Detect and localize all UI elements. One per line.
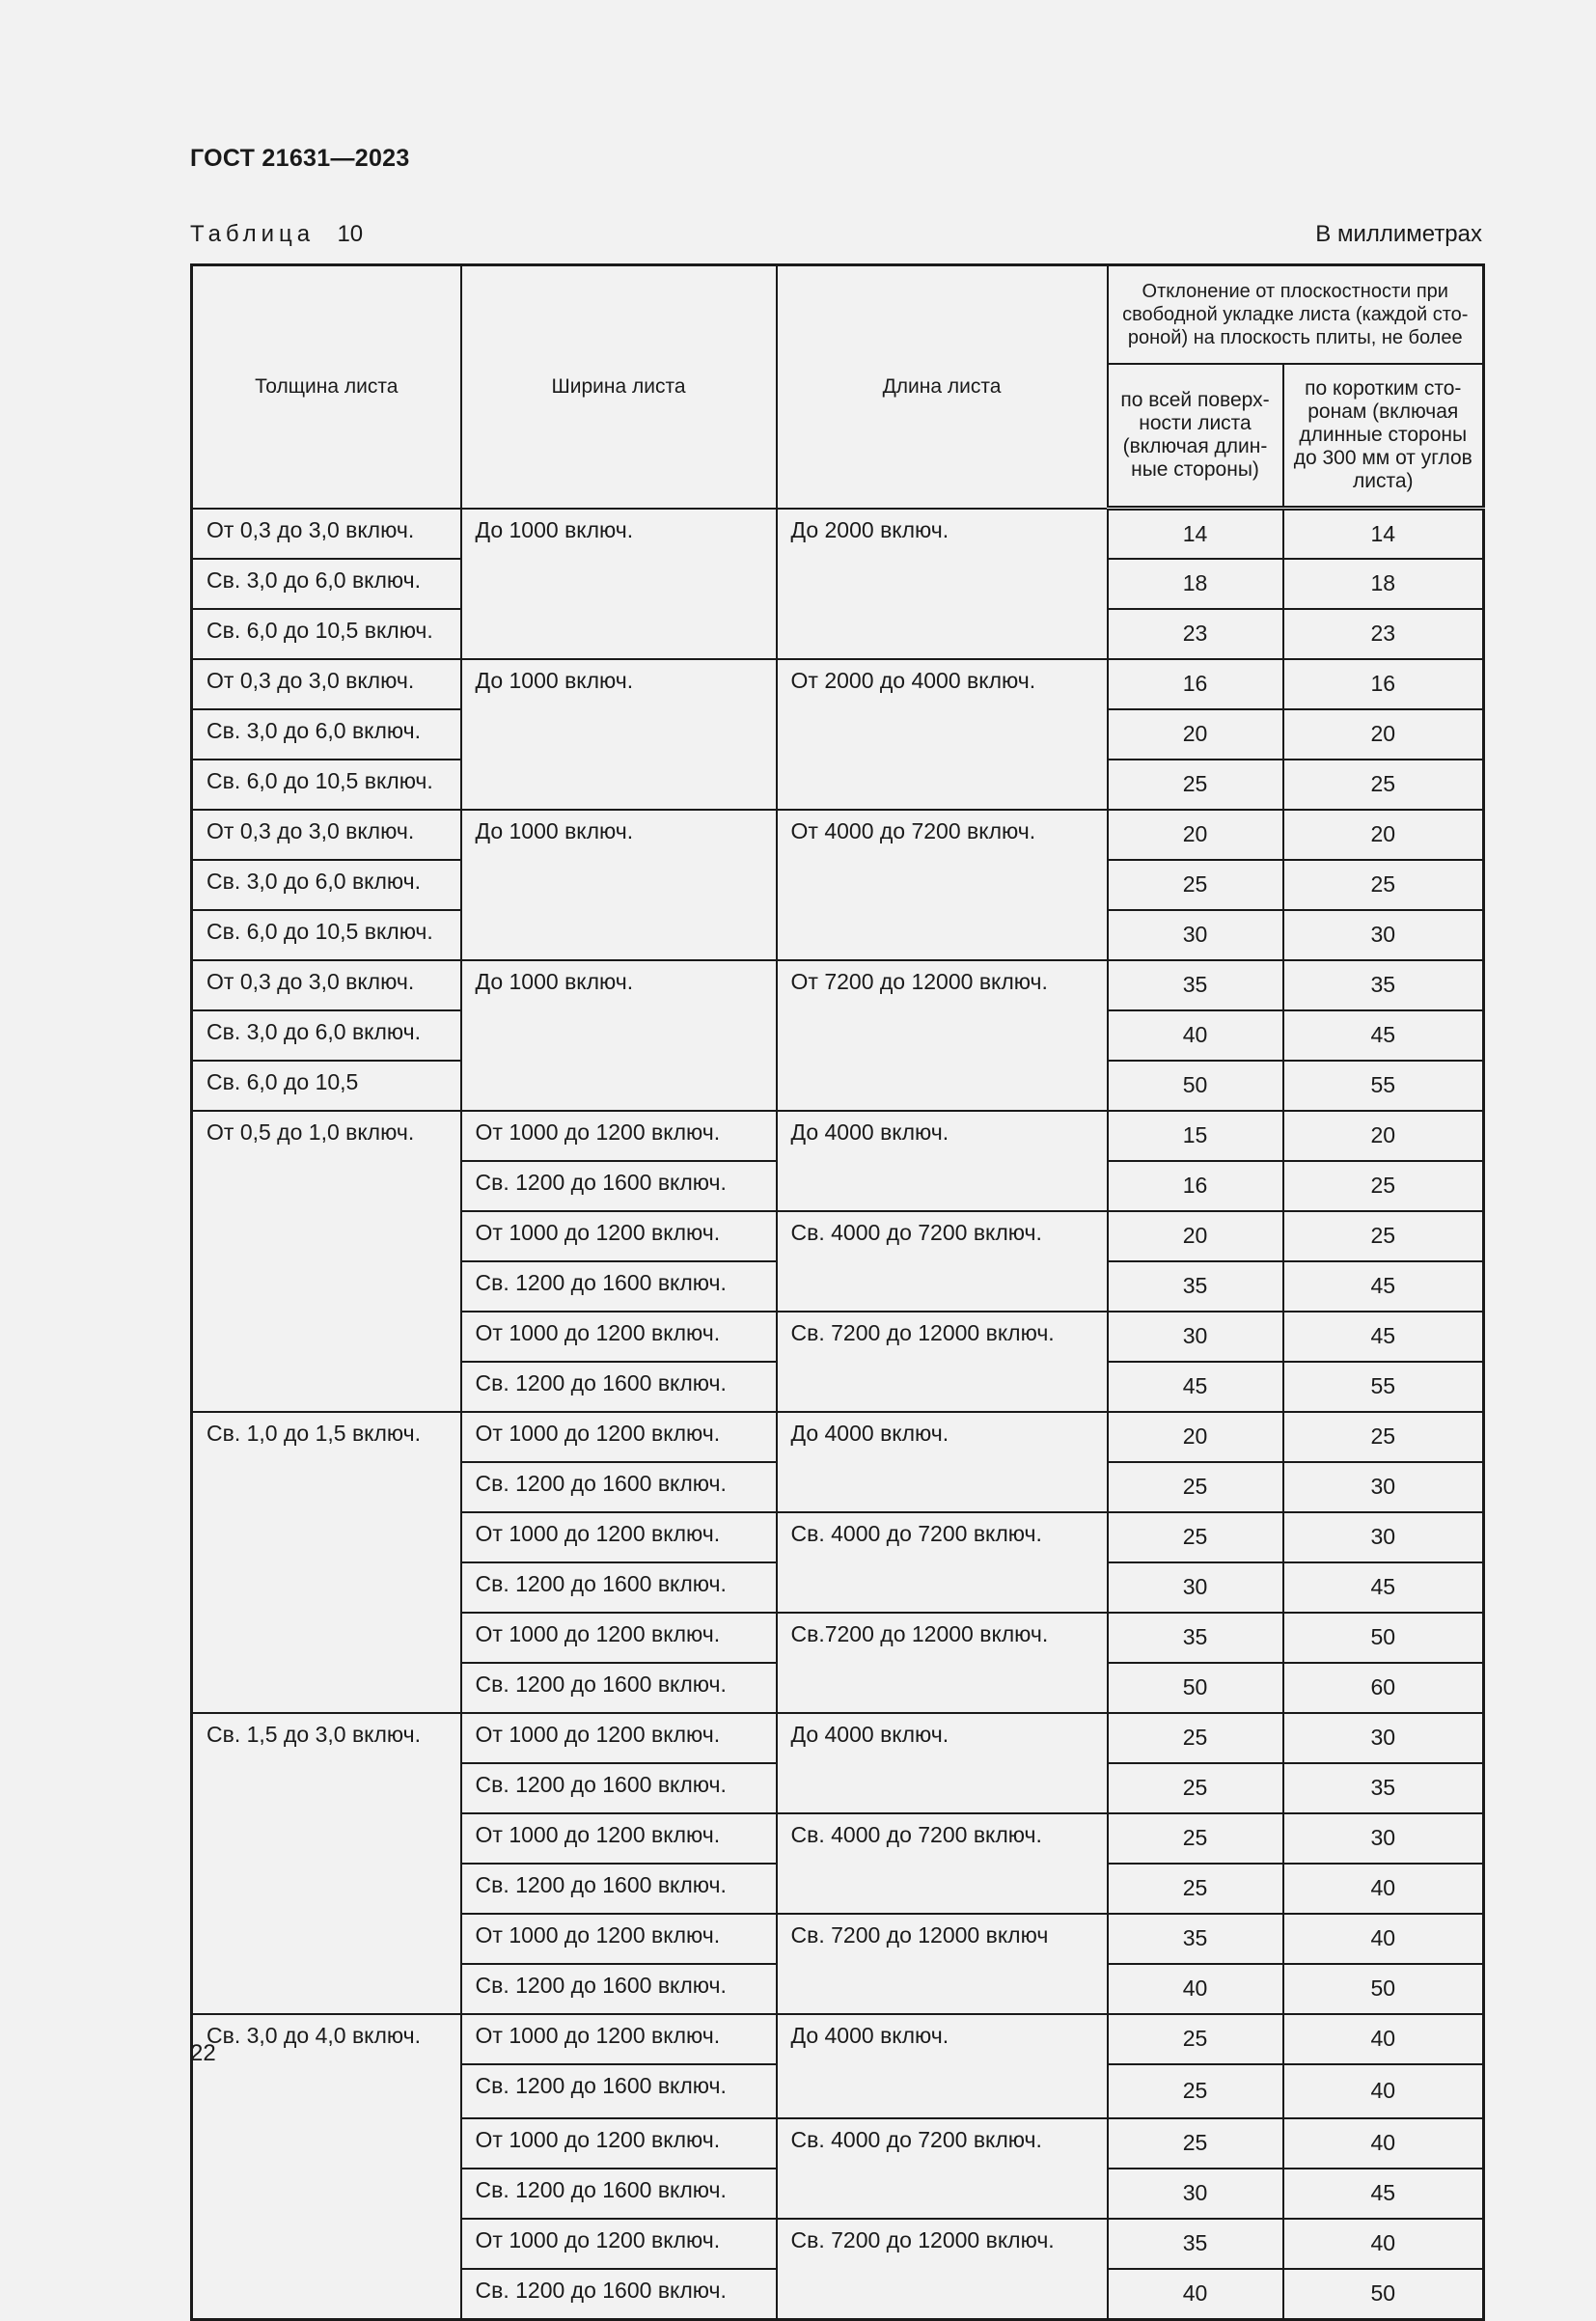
surface-value: 45 [1108,1362,1283,1412]
header-length: Длина листа [777,265,1108,509]
width-cell: От 1000 до 1200 включ. [461,1613,777,1663]
surface-value: 35 [1108,960,1283,1010]
surface-value: 25 [1108,2014,1283,2064]
surface-value: 30 [1108,1562,1283,1613]
short-side-value: 45 [1283,1312,1484,1362]
surface-value: 35 [1108,1914,1283,1964]
table-caption [190,221,363,248]
table-row [192,810,1484,860]
width-cell: Св. 1200 до 1600 включ. [461,2169,777,2219]
short-side-value: 40 [1283,2118,1484,2169]
surface-value: 50 [1108,1061,1283,1111]
width-cell: Св. 1200 до 1600 включ. [461,2269,777,2320]
short-side-value: 45 [1283,1010,1484,1061]
width-cell: От 1000 до 1200 включ. [461,1813,777,1864]
surface-value: 15 [1108,1111,1283,1161]
short-side-value: 40 [1283,2064,1484,2118]
table-number: 10 [337,221,364,247]
thickness-cell: Св. 6,0 до 10,5 [192,1061,461,1111]
surface-value: 50 [1108,1663,1283,1713]
short-side-value: 16 [1283,659,1484,709]
short-side-value: 55 [1283,1362,1484,1412]
surface-value: 25 [1108,1763,1283,1813]
thickness-cell: Св. 1,5 до 3,0 включ. [192,1713,461,2014]
surface-value: 25 [1108,1864,1283,1914]
short-side-value: 25 [1283,1211,1484,1261]
thickness-cell: От 0,3 до 3,0 включ. [192,509,461,559]
length-cell: От 2000 до 4000 включ. [777,659,1108,810]
table-row [192,1412,1484,1462]
surface-value: 20 [1108,709,1283,760]
short-side-value: 40 [1283,2014,1484,2064]
surface-value: 18 [1108,559,1283,609]
short-side-value: 55 [1283,1061,1484,1111]
surface-value: 23 [1108,609,1283,659]
width-cell: От 1000 до 1200 включ. [461,1312,777,1362]
short-side-value: 50 [1283,1613,1484,1663]
short-side-value: 60 [1283,1663,1484,1713]
length-cell: До 4000 включ. [777,1412,1108,1512]
short-side-value: 25 [1283,760,1484,810]
surface-value: 40 [1108,1010,1283,1061]
length-cell: От 7200 до 12000 включ. [777,960,1108,1111]
width-cell: Св. 1200 до 1600 включ. [461,1261,777,1312]
header-short-sides: по коротким сто-ронам (включая длинные стороны до 300 мм от углов листа) [1283,364,1484,509]
surface-value: 14 [1108,509,1283,559]
surface-value: 40 [1108,1964,1283,2014]
thickness-cell: Св. 3,0 до 6,0 включ. [192,709,461,760]
length-cell: До 4000 включ. [777,1713,1108,1813]
table-caption-label: Таблица [190,221,316,247]
thickness-cell: От 0,3 до 3,0 включ. [192,810,461,860]
width-cell: Св. 1200 до 1600 включ. [461,1161,777,1211]
surface-value: 25 [1108,2118,1283,2169]
thickness-cell: Св. 3,0 до 4,0 включ. [192,2014,461,2320]
short-side-value: 23 [1283,609,1484,659]
surface-value: 20 [1108,810,1283,860]
length-cell: От 4000 до 7200 включ. [777,810,1108,960]
width-cell: От 1000 до 1200 включ. [461,1111,777,1161]
length-cell: Св. 4000 до 7200 включ. [777,1211,1108,1312]
thickness-cell: Св. 6,0 до 10,5 включ. [192,760,461,810]
surface-value: 25 [1108,1713,1283,1763]
short-side-value: 18 [1283,559,1484,609]
width-cell: Св. 1200 до 1600 включ. [461,1462,777,1512]
table-row [192,1713,1484,1763]
thickness-cell: Св. 6,0 до 10,5 включ. [192,609,461,659]
short-side-value: 30 [1283,1462,1484,1512]
thickness-cell: Св. 1,0 до 1,5 включ. [192,1412,461,1713]
units-note: В миллиметрах [1315,221,1482,247]
short-side-value: 35 [1283,960,1484,1010]
short-side-value: 45 [1283,1562,1484,1613]
surface-value: 25 [1108,1462,1283,1512]
surface-value: 35 [1108,1613,1283,1663]
tolerance-table [190,263,1485,2321]
short-side-value: 25 [1283,1161,1484,1211]
length-cell: Св. 7200 до 12000 включ. [777,1312,1108,1412]
table-row [192,659,1484,709]
surface-value: 25 [1108,1512,1283,1562]
short-side-value: 40 [1283,1914,1484,1964]
width-cell: От 1000 до 1200 включ. [461,1914,777,1964]
width-cell: От 1000 до 1200 включ. [461,2219,777,2269]
width-cell: От 1000 до 1200 включ. [461,1211,777,1261]
width-cell: Св. 1200 до 1600 включ. [461,1864,777,1914]
length-cell: Св. 4000 до 7200 включ. [777,2118,1108,2219]
header-deviation: Отклонение от плоскостности при свободной укладке листа (каждой сто-роной) на плоскость плиты, не более [1108,265,1484,365]
thickness-cell: От 0,3 до 3,0 включ. [192,659,461,709]
width-cell: До 1000 включ. [461,659,777,810]
surface-value: 16 [1108,1161,1283,1211]
surface-value: 30 [1108,1312,1283,1362]
surface-value: 40 [1108,2269,1283,2320]
width-cell: Св. 1200 до 1600 включ. [461,1663,777,1713]
width-cell: От 1000 до 1200 включ. [461,1512,777,1562]
header-thickness: Толщина листа [192,265,461,509]
width-cell: Св. 1200 до 1600 включ. [461,1964,777,2014]
width-cell: Св. 1200 до 1600 включ. [461,2064,777,2118]
thickness-cell: Св. 3,0 до 6,0 включ. [192,559,461,609]
width-cell: Св. 1200 до 1600 включ. [461,1562,777,1613]
thickness-cell: От 0,3 до 3,0 включ. [192,960,461,1010]
width-cell: До 1000 включ. [461,810,777,960]
table-row [192,1111,1484,1161]
short-side-value: 50 [1283,2269,1484,2320]
surface-value: 20 [1108,1412,1283,1462]
thickness-cell: Св. 6,0 до 10,5 включ. [192,910,461,960]
header-whole-surface: по всей поверх-ности листа (включая длин-ные стороны) [1108,364,1283,509]
width-cell: От 1000 до 1200 включ. [461,2118,777,2169]
short-side-value: 14 [1283,509,1484,559]
surface-value: 25 [1108,760,1283,810]
table-row [192,509,1484,559]
short-side-value: 30 [1283,1713,1484,1763]
short-side-value: 25 [1283,860,1484,910]
short-side-value: 20 [1283,709,1484,760]
thickness-cell: Св. 3,0 до 6,0 включ. [192,860,461,910]
surface-value: 25 [1108,1813,1283,1864]
short-side-value: 20 [1283,810,1484,860]
short-side-value: 50 [1283,1964,1484,2014]
length-cell: До 4000 включ. [777,2014,1108,2118]
width-cell: До 1000 включ. [461,509,777,659]
surface-value: 30 [1108,910,1283,960]
header-width: Ширина листа [461,265,777,509]
length-cell: До 2000 включ. [777,509,1108,659]
short-side-value: 40 [1283,1864,1484,1914]
short-side-value: 45 [1283,2169,1484,2219]
surface-value: 35 [1108,2219,1283,2269]
surface-value: 25 [1108,860,1283,910]
width-cell: До 1000 включ. [461,960,777,1111]
surface-value: 35 [1108,1261,1283,1312]
short-side-value: 40 [1283,2219,1484,2269]
length-cell: Св. 7200 до 12000 включ. [777,2219,1108,2320]
short-side-value: 35 [1283,1763,1484,1813]
short-side-value: 30 [1283,910,1484,960]
page-number: 22 [190,2040,216,2066]
width-cell: От 1000 до 1200 включ. [461,1412,777,1462]
surface-value: 16 [1108,659,1283,709]
short-side-value: 30 [1283,1813,1484,1864]
table-row [192,2014,1484,2064]
short-side-value: 25 [1283,1412,1484,1462]
surface-value: 25 [1108,2064,1283,2118]
length-cell: До 4000 включ. [777,1111,1108,1211]
width-cell: Св. 1200 до 1600 включ. [461,1763,777,1813]
width-cell: От 1000 до 1200 включ. [461,1713,777,1763]
short-side-value: 20 [1283,1111,1484,1161]
length-cell: Св.7200 до 12000 включ. [777,1613,1108,1713]
short-side-value: 45 [1283,1261,1484,1312]
length-cell: Св. 4000 до 7200 включ. [777,1813,1108,1914]
thickness-cell: Св. 3,0 до 6,0 включ. [192,1010,461,1061]
document-header: ГОСТ 21631—2023 [190,145,410,172]
surface-value: 30 [1108,2169,1283,2219]
table-row [192,960,1484,1010]
width-cell: От 1000 до 1200 включ. [461,2014,777,2064]
thickness-cell: От 0,5 до 1,0 включ. [192,1111,461,1412]
surface-value: 20 [1108,1211,1283,1261]
short-side-value: 30 [1283,1512,1484,1562]
length-cell: Св. 7200 до 12000 включ [777,1914,1108,2014]
width-cell: Св. 1200 до 1600 включ. [461,1362,777,1412]
length-cell: Св. 4000 до 7200 включ. [777,1512,1108,1613]
